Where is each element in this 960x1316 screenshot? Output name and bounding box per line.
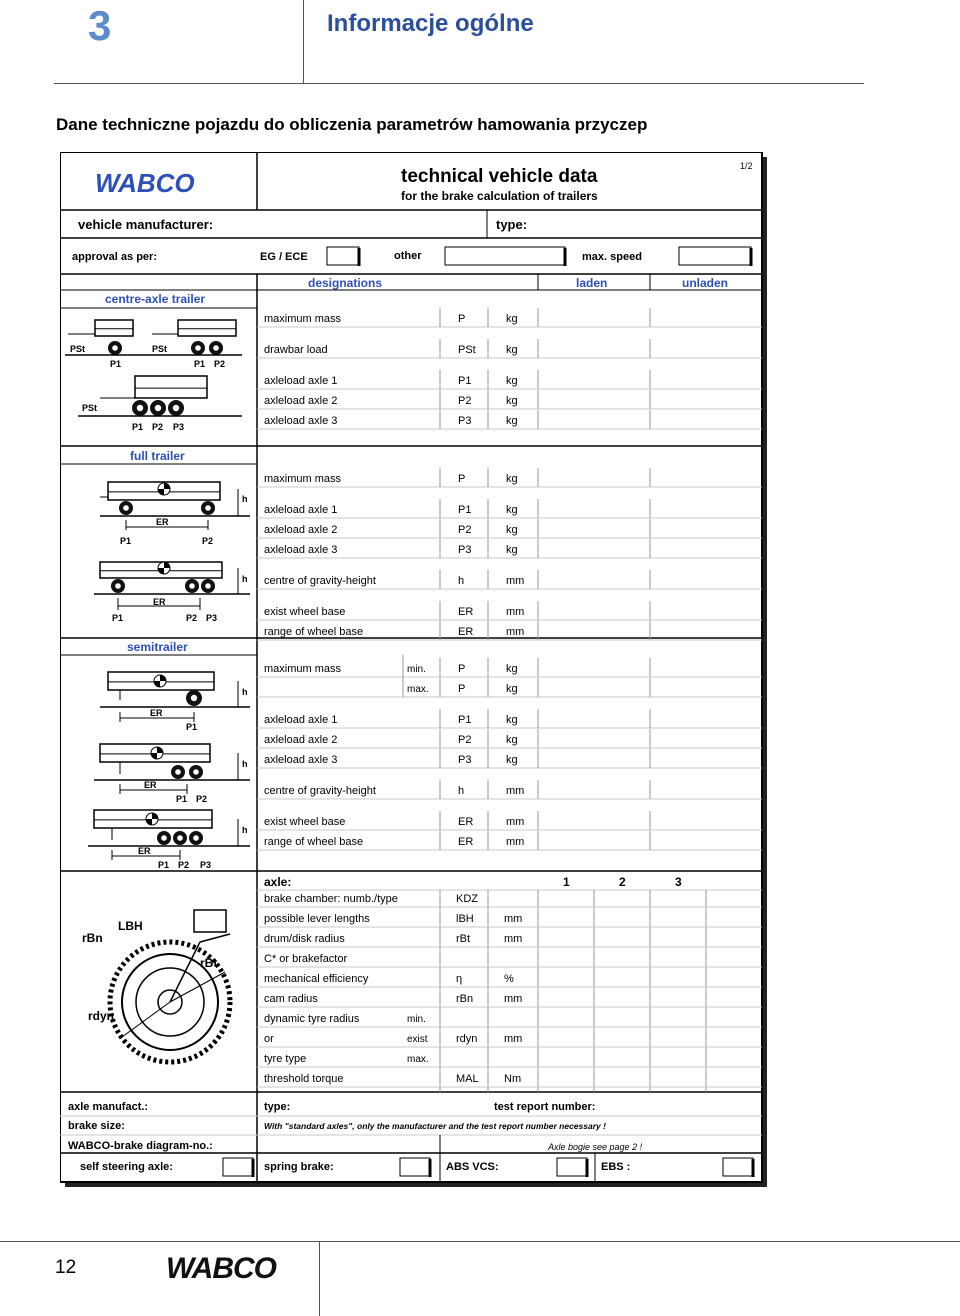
brake-chamber-icon (194, 910, 226, 932)
row-symbol: P (458, 473, 466, 485)
diagram-label: h (242, 759, 248, 769)
wheel-hub (191, 695, 197, 701)
row-label: axleload axle 1 (264, 375, 338, 387)
footer-type-label: type: (264, 1101, 291, 1113)
unladen-value-field[interactable] (652, 540, 760, 558)
axle-row-symbol: rBt (456, 933, 471, 945)
row-label: maximum mass (264, 313, 342, 325)
wheel-hub (189, 583, 195, 589)
wheel-hub (193, 835, 199, 841)
axle-value-field[interactable] (652, 949, 704, 967)
row-label: centre of gravity-height (264, 575, 376, 587)
diagram-label: P1 (112, 613, 124, 623)
row-unit: kg (506, 714, 518, 726)
section-full-trailer: full trailer (130, 449, 185, 463)
diagram-label: h (242, 825, 248, 835)
row-symbol: h (458, 575, 465, 587)
row-unit: mm (506, 785, 525, 797)
row-symbol: ER (458, 626, 474, 638)
diagram-label: P3 (200, 860, 212, 870)
row-label: axleload axle 3 (264, 544, 338, 556)
diagram-label: ER (144, 780, 157, 790)
laden-value-field[interactable] (540, 411, 648, 429)
laden-value-field[interactable] (540, 710, 648, 728)
unladen-value-field[interactable] (652, 520, 760, 538)
row-symbol: P2 (458, 734, 472, 746)
self-steering-checkbox[interactable] (223, 1158, 253, 1176)
form-wabco-logo: WABCO (95, 168, 195, 198)
section-semitrailer: semitrailer (127, 640, 188, 654)
unladen-value-field[interactable] (652, 469, 760, 487)
row-unit: kg (506, 504, 518, 516)
diagram-label: rdyn (88, 1009, 115, 1023)
axle-value-field[interactable] (540, 909, 592, 927)
laden-value-field[interactable] (540, 469, 648, 487)
unladen-value-field[interactable] (652, 679, 760, 697)
wheel-hub (195, 345, 201, 351)
diagram-label: rBt (200, 956, 218, 970)
axle-row-unit: mm (504, 933, 523, 945)
laden-header: laden (576, 276, 608, 290)
row-symbol: P1 (458, 375, 472, 387)
spring-brake-label: spring brake: (264, 1161, 334, 1173)
chapter-number: 3 (88, 2, 112, 49)
diagram-label: P3 (206, 613, 218, 623)
diagram-label: h (242, 574, 248, 584)
row-symbol: ER (458, 606, 474, 618)
row-label: axleload axle 2 (264, 524, 338, 536)
axle-row-label: mechanical efficiency (264, 973, 369, 985)
unladen-value-field[interactable] (652, 832, 760, 850)
max-speed-label: max. speed (582, 251, 642, 263)
ebs-checkbox[interactable] (723, 1158, 753, 1176)
row-unit: kg (506, 395, 518, 407)
row-unit: kg (506, 663, 518, 675)
row-unit: kg (506, 734, 518, 746)
axle-value-field[interactable] (540, 989, 592, 1007)
manufacturer-label: vehicle manufacturer: (78, 217, 214, 232)
diagram-label: P3 (173, 422, 185, 432)
laden-value-field[interactable] (540, 832, 648, 850)
form-subtitle: for the brake calculation of trailers (401, 189, 598, 203)
row-unit: kg (506, 375, 518, 387)
wheel-hub (213, 345, 219, 351)
row-symbol: P3 (458, 544, 472, 556)
unladen-value-field[interactable] (652, 622, 760, 640)
axle-value-field[interactable] (596, 1029, 648, 1047)
laden-value-field[interactable] (540, 500, 648, 518)
axle-value-field[interactable] (540, 949, 592, 967)
laden-value-field[interactable] (540, 659, 648, 677)
axle-value-field[interactable] (652, 909, 704, 927)
row-label: axleload axle 3 (264, 415, 338, 427)
row-unit: mm (506, 836, 525, 848)
axle-row-label: or (264, 1033, 274, 1045)
row-sub-label: max. (407, 684, 429, 695)
diagram-label: P2 (178, 860, 190, 870)
wheel-hub (112, 345, 118, 351)
axle-value-field[interactable] (596, 909, 648, 927)
axle-row-unit: Nm (504, 1073, 522, 1085)
axle-row-sub: exist (407, 1034, 428, 1045)
unladen-header: unladen (682, 276, 729, 290)
laden-value-field[interactable] (540, 340, 648, 358)
row-label: range of wheel base (264, 836, 364, 848)
type-label: type: (496, 217, 528, 232)
footer-divider (319, 1241, 320, 1316)
axle-value-field[interactable] (540, 929, 592, 947)
laden-value-field[interactable] (540, 371, 648, 389)
axle-row-unit: mm (504, 913, 523, 925)
laden-value-field[interactable] (540, 622, 648, 640)
axle-value-field[interactable] (652, 1029, 704, 1047)
row-label: maximum mass (264, 663, 342, 675)
form-sheet (60, 152, 767, 1187)
unladen-value-field[interactable] (652, 750, 760, 768)
max-speed-field[interactable] (679, 247, 751, 265)
axle-bogie-note: Axle bogie see page 2 ! (548, 1142, 643, 1152)
wheel-hub (115, 583, 121, 589)
form-title: technical vehicle data (401, 166, 598, 187)
row-symbol: h (458, 785, 465, 797)
trailer-body (135, 376, 207, 398)
section-centre-axle: centre-axle trailer (105, 292, 206, 306)
row-symbol: P (458, 663, 466, 675)
axle-value-field[interactable] (652, 969, 704, 987)
designations-header: designations (308, 276, 383, 290)
axle-value-field[interactable] (652, 1069, 704, 1087)
axle-value-field[interactable] (652, 1049, 704, 1067)
other-field[interactable] (445, 247, 565, 265)
diagram-label: ER (156, 517, 169, 527)
diagram-label: P1 (132, 422, 144, 432)
unladen-value-field[interactable] (652, 500, 760, 518)
axle-row-sub: min. (407, 1014, 426, 1025)
diagram-label: h (242, 494, 248, 504)
chapter-title: Informacje ogólne (327, 10, 534, 37)
row-symbol: P (458, 313, 466, 325)
row-symbol: P3 (458, 415, 472, 427)
row-symbol: ER (458, 816, 474, 828)
diagram-label: PSt (152, 344, 168, 354)
diagram-label: PSt (70, 344, 86, 354)
laden-value-field[interactable] (540, 540, 648, 558)
trailer-body (178, 320, 236, 336)
row-label: maximum mass (264, 473, 342, 485)
wheel-hub (175, 769, 181, 775)
header-divider (303, 0, 304, 84)
row-label: exist wheel base (264, 606, 346, 618)
axle-row-label: brake chamber: numb./type (264, 893, 398, 905)
axle-row-label: threshold torque (264, 1073, 344, 1085)
laden-value-field[interactable] (540, 730, 648, 748)
axle-row-symbol: η (456, 973, 463, 985)
row-unit: kg (506, 473, 518, 485)
axle-value-field[interactable] (596, 949, 648, 967)
diagram-label: P2 (196, 794, 208, 804)
laden-value-field[interactable] (540, 571, 648, 589)
row-symbol: P3 (458, 754, 472, 766)
header-rule (54, 83, 864, 84)
wheel-hub (173, 405, 179, 411)
axle-column-number: 1 (563, 875, 570, 889)
unladen-value-field[interactable] (652, 730, 760, 748)
wabco-footer-logo: WABCO (166, 1252, 276, 1285)
row-label: axleload axle 2 (264, 395, 338, 407)
row-symbol: ER (458, 836, 474, 848)
axle-row-label: tyre type (264, 1053, 307, 1065)
approval-label: approval as per: (72, 251, 157, 263)
diagram-label: P2 (214, 359, 226, 369)
unladen-value-field[interactable] (652, 340, 760, 358)
other-label: other (394, 250, 422, 262)
unladen-value-field[interactable] (652, 571, 760, 589)
laden-value-field[interactable] (540, 391, 648, 409)
abs-vcs-label: ABS VCS: (446, 1161, 499, 1173)
axle-value-field[interactable] (596, 1049, 648, 1067)
row-unit: mm (506, 575, 525, 587)
abs-vcs-checkbox[interactable] (557, 1158, 587, 1176)
axle-row-unit: % (504, 973, 514, 985)
unladen-value-field[interactable] (652, 602, 760, 620)
axle-column-number: 2 (619, 875, 626, 889)
axle-value-field[interactable] (596, 989, 648, 1007)
egece-label: EG / ECE (260, 251, 308, 263)
form-page: 1/2 (740, 161, 753, 171)
axle-column-number: 3 (675, 875, 682, 889)
diagram-label: h (242, 687, 248, 697)
axle-header-label: axle: (264, 875, 292, 889)
axle-row-unit: mm (504, 993, 523, 1005)
row-unit: kg (506, 313, 518, 325)
wheel-hub (205, 583, 211, 589)
footer-rule (0, 1241, 960, 1242)
row-symbol: P (458, 683, 466, 695)
axle-row-label: drum/disk radius (264, 933, 345, 945)
axle-value-field[interactable] (652, 1009, 704, 1027)
page-number: 12 (55, 1257, 77, 1278)
wheel-hub (137, 405, 143, 411)
axle-row-label: dynamic tyre radius (264, 1013, 360, 1025)
egece-checkbox[interactable] (327, 247, 359, 265)
axle-value-field[interactable] (596, 929, 648, 947)
row-symbol: P1 (458, 504, 472, 516)
row-symbol: PSt (458, 344, 476, 356)
laden-value-field[interactable] (540, 520, 648, 538)
diagram-label: P1 (120, 536, 132, 546)
unladen-value-field[interactable] (652, 710, 760, 728)
wheel-hub (161, 835, 167, 841)
axle-row-symbol: MAL (456, 1073, 479, 1085)
row-symbol: P2 (458, 395, 472, 407)
diagram-label: P1 (176, 794, 188, 804)
diagram-label: P1 (186, 722, 198, 732)
row-unit: kg (506, 344, 518, 356)
axle-value-field[interactable] (540, 889, 592, 907)
page-subtitle: Dane techniczne pojazdu do obliczenia parametrów hamowania przyczep (56, 115, 648, 134)
axle-row-symbol: lBH (456, 913, 474, 925)
diagram-label: P2 (202, 536, 214, 546)
row-label: axleload axle 1 (264, 714, 338, 726)
laden-value-field[interactable] (540, 781, 648, 799)
test-report-label: test report number: (494, 1101, 596, 1113)
diagram-label: ER (153, 597, 166, 607)
row-unit: kg (506, 544, 518, 556)
row-label: exist wheel base (264, 816, 346, 828)
row-symbol: P1 (458, 714, 472, 726)
row-unit: mm (506, 626, 525, 638)
axle-value-field[interactable] (652, 929, 704, 947)
diagram-label: rBn (82, 931, 103, 945)
axle-row-label: C* or brakefactor (264, 953, 348, 965)
diagram-label: PSt (82, 403, 98, 413)
row-label: range of wheel base (264, 626, 364, 638)
laden-value-field[interactable] (540, 812, 648, 830)
axle-row-label: possible lever lengths (264, 913, 370, 925)
axle-row-label: cam radius (264, 993, 318, 1005)
unladen-value-field[interactable] (652, 309, 760, 327)
axle-manufact-label: axle manufact.: (68, 1101, 149, 1113)
axle-value-field[interactable] (652, 989, 704, 1007)
row-unit: kg (506, 683, 518, 695)
row-label: axleload axle 1 (264, 504, 338, 516)
unladen-value-field[interactable] (652, 411, 760, 429)
row-unit: mm (506, 606, 525, 618)
unladen-value-field[interactable] (652, 659, 760, 677)
axle-value-field[interactable] (596, 1009, 648, 1027)
row-unit: kg (506, 754, 518, 766)
axle-row-unit: mm (504, 1033, 523, 1045)
diagram-label: P2 (186, 613, 198, 623)
ebs-label: EBS : (601, 1161, 631, 1173)
axle-value-field[interactable] (596, 1069, 648, 1087)
axle-value-field[interactable] (540, 1049, 592, 1067)
axle-value-field[interactable] (540, 1009, 592, 1027)
laden-value-field[interactable] (540, 750, 648, 768)
technical-data-form (60, 152, 767, 1187)
axle-row-symbol: rBn (456, 993, 474, 1005)
wheel-hub (177, 835, 183, 841)
row-sub-label: min. (407, 664, 426, 675)
row-unit: kg (506, 524, 518, 536)
trailer-body (95, 320, 133, 336)
standard-axles-note: With "standard axles", only the manufacturer and the test report number necessary ! (264, 1121, 606, 1131)
unladen-value-field[interactable] (652, 812, 760, 830)
wheel-hub (193, 769, 199, 775)
unladen-value-field[interactable] (652, 391, 760, 409)
axle-row-sub: max. (407, 1054, 429, 1065)
row-unit: kg (506, 415, 518, 427)
row-label: axleload axle 2 (264, 734, 338, 746)
row-symbol: P2 (458, 524, 472, 536)
diagram-label: P1 (158, 860, 170, 870)
diagram-label: P1 (110, 359, 122, 369)
wheel-hub (123, 505, 129, 511)
unladen-value-field[interactable] (652, 781, 760, 799)
self-steering-label: self steering axle: (80, 1161, 173, 1173)
axle-value-field[interactable] (652, 889, 704, 907)
spring-brake-checkbox[interactable] (400, 1158, 430, 1176)
wheel-hub (155, 405, 161, 411)
axle-value-field[interactable] (596, 969, 648, 987)
brake-size-label: brake size: (68, 1120, 125, 1132)
diagram-label: ER (138, 846, 151, 856)
axle-value-field[interactable] (540, 1069, 592, 1087)
row-label: drawbar load (264, 344, 328, 356)
laden-value-field[interactable] (540, 679, 648, 697)
wheel-hub (205, 505, 211, 511)
laden-value-field[interactable] (540, 602, 648, 620)
laden-value-field[interactable] (540, 309, 648, 327)
unladen-value-field[interactable] (652, 371, 760, 389)
diagram-label: P2 (152, 422, 164, 432)
row-label: axleload axle 3 (264, 754, 338, 766)
axle-row-symbol: KDZ (456, 893, 478, 905)
axle-row-symbol: rdyn (456, 1033, 478, 1045)
diagram-label: P1 (194, 359, 206, 369)
row-unit: mm (506, 816, 525, 828)
diagram-no-label: WABCO-brake diagram-no.: (68, 1140, 213, 1152)
axle-value-field[interactable] (540, 1029, 592, 1047)
row-label: centre of gravity-height (264, 785, 376, 797)
axle-value-field[interactable] (596, 889, 648, 907)
diagram-label: LBH (118, 919, 143, 933)
axle-value-field[interactable] (540, 969, 592, 987)
diagram-label: ER (150, 708, 163, 718)
